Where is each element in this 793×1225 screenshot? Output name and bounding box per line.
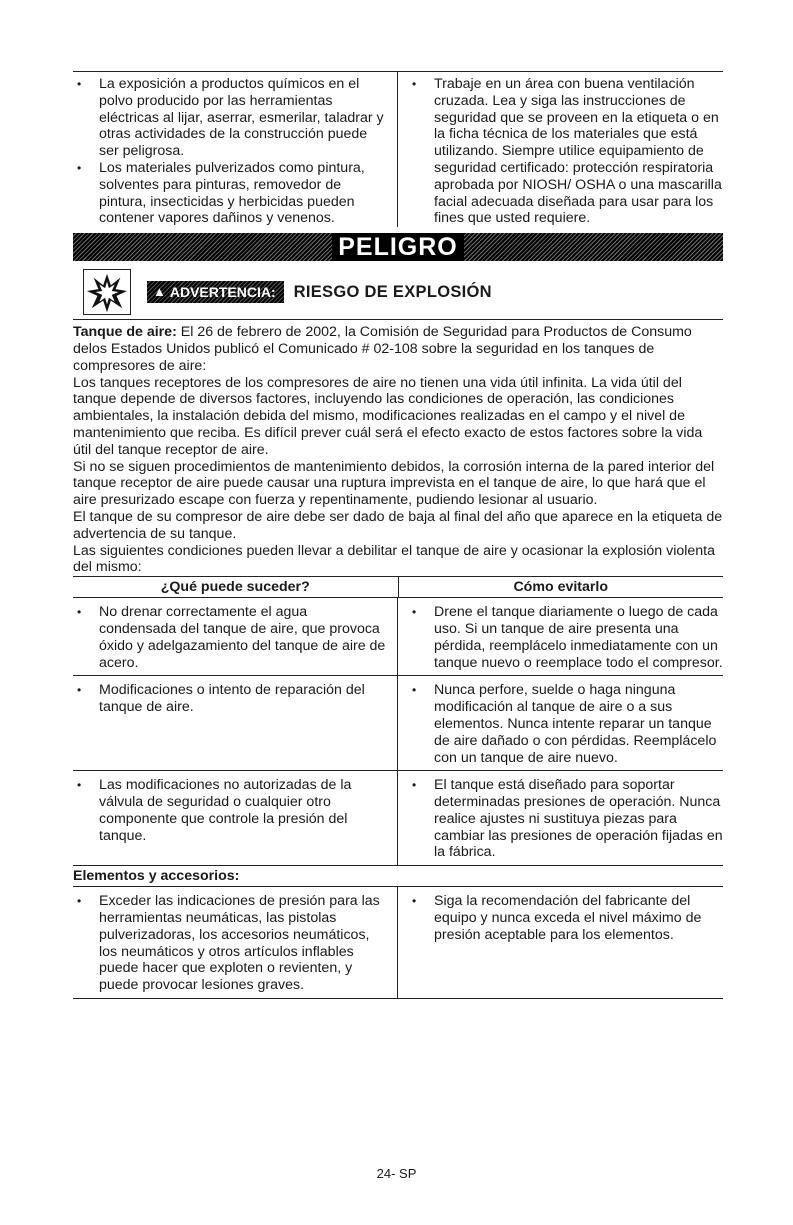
table-cell: [73, 598, 398, 675]
paragraph: Los tanques receptores de los compresores de aire no tienen una vida útil infinita. La vida útil del tanque depende de diversos factores, incluyendo las condiciones de operación, las condiciones ambientales, la instalación debida del mismo, modificaciones realizadas en el campo y el nivel de mantenimiento que reciba. Es difícil prever cuál será el efecto exacto de estos factores sobre la vida útil del tanque receptor de aire.: [73, 374, 703, 458]
page-content: [73, 71, 723, 999]
table-cell: [73, 887, 398, 998]
warning-badge: [147, 281, 284, 303]
page-number: 24- SP: [376, 1166, 417, 1181]
paragraph: [73, 324, 723, 374]
explosion-icon: [83, 269, 131, 315]
danger-banner-label: PELIGRO: [332, 233, 464, 261]
table-cell: [73, 676, 398, 770]
table-cell: [398, 598, 723, 675]
hazard-table: [73, 576, 723, 999]
list-item: • El tanque está diseñado para soportar determinadas presiones de operación. Nunca realice ajustes ni sustituya piezas para cambiar las presiones de operación fijadas en la fábrica.: [408, 777, 723, 861]
paragraph-text: El 26 de febrero de 2002, la Comisión de Seguridad para Productos de Consumo delos Estados Unidos publicó el Comunicado # 02-108 sobre la seguridad en los tanques de compresores de aire:: [73, 324, 692, 374]
paragraph-label: Tanque de aire:: [73, 324, 177, 341]
list-item: • Modificaciones o intento de reparación del tanque de aire.: [73, 682, 387, 716]
cell-list: [408, 777, 723, 861]
list-item: • No drenar correctamente el agua condensada del tanque de aire, que provoca óxido y adelgazamiento del tanque de aire de acero.: [73, 604, 387, 671]
column-header: Cómo evitarlo: [513, 579, 609, 596]
table-header: [73, 576, 723, 598]
danger-banner: [73, 233, 723, 261]
table-row: [73, 771, 723, 866]
cell-list: [73, 682, 387, 716]
section-title: Elementos y accesorios:: [73, 866, 723, 887]
warning-badge-label: ADVERTENCIA:: [169, 284, 276, 301]
paragraph: Si no se siguen procedimientos de mantenimiento debidos, la corrosión interna de la pared interior del tanque receptor de aire puede causar una ruptura imprevista en el tanque de aire, lo que hará que el aire presurizado escape con fuerza y repentinamente, pudiendo lesionar al usuario.: [73, 458, 715, 509]
warning-triangle-icon: ▲: [153, 284, 166, 300]
list-item: • Los materiales pulverizados como pintura, solventes para pinturas, removedor de pintura, insecticidas y herbicidas pueden contener vapores dañinos y venenos.: [73, 160, 387, 227]
top-left-list: [73, 76, 387, 227]
cell-list: [73, 604, 387, 671]
top-hazard-table: [73, 71, 723, 227]
column-header: ¿Qué puede suceder?: [73, 577, 399, 597]
warning-title: RIESGO DE EXPLOSIÓN: [293, 282, 492, 301]
cell-list: [73, 777, 387, 844]
cell-list: [408, 604, 723, 671]
list-item: • Exceder las indicaciones de presión para las herramientas neumáticas, las pistolas pulverizadoras, los accesorios neumáticos, los neumáticos y otros artículos inflables puede hacer que exploten o revienten, y puede provocar lesiones graves.: [73, 893, 387, 994]
list-item: • Las modificaciones no autorizadas de la válvula de seguridad o cualquier otro componente que controle la presión del tanque.: [73, 777, 387, 844]
table-cell: [398, 676, 723, 770]
table-row: [73, 676, 723, 771]
paragraph: Las siguientes condiciones pueden llevar a debilitar el tanque de aire y ocasionar la explosión violenta del mismo:: [73, 542, 716, 576]
list-item: • Nunca perfore, suelde o haga ninguna modificación al tanque de aire o a sus elementos. Nunca intente reparar un tanque de aire dañado o con pérdidas. Reemplácelo con un tanque de aire nuevo.: [408, 682, 723, 766]
list-item: • Trabaje en un área con buena ventilación cruzada. Lea y siga las instrucciones de seguridad que se proveen en la etiqueta o en la ficha técnica de los materiales que está utilizando. Siempre utilice equipamiento de seguridad certificado: protección respiratoria aprobada por NIOSH/ OSHA o una mascarilla facial adecuada diseñada para usar para los fines que usted requiere.: [408, 76, 723, 227]
top-left-column: [73, 72, 398, 227]
table-cell: [398, 887, 723, 998]
table-cell: [398, 771, 723, 865]
top-right-list: [408, 76, 723, 227]
cell-list: [73, 893, 387, 994]
list-item: • La exposición a productos químicos en el polvo producido por las herramientas eléctricas al lijar, aserrar, esmerilar, taladrar y otras actividades de la construcción puede ser peligrosa.: [73, 76, 387, 160]
paragraph: El tanque de su compresor de aire debe ser dado de baja al final del año que aparece en la etiqueta de advertencia de su tanque.: [73, 508, 723, 542]
table-cell: [73, 771, 398, 865]
cell-list: [408, 893, 723, 943]
list-item: • Drene el tanque diariamente o luego de cada uso. Si un tanque de aire presenta una pérdida, reemplácelo inmediatamente con un tanque nuevo o reemplace todo el compresor.: [408, 604, 723, 671]
list-item: • Siga la recomendación del fabricante del equipo y nunca exceda el nivel máximo de presión aceptable para los elementos.: [408, 893, 723, 943]
table-row: [73, 887, 723, 999]
cell-list: [408, 682, 723, 766]
table-row: [73, 598, 723, 676]
body-text: [73, 324, 723, 576]
top-right-column: [398, 72, 723, 227]
warning-header: [73, 269, 723, 320]
